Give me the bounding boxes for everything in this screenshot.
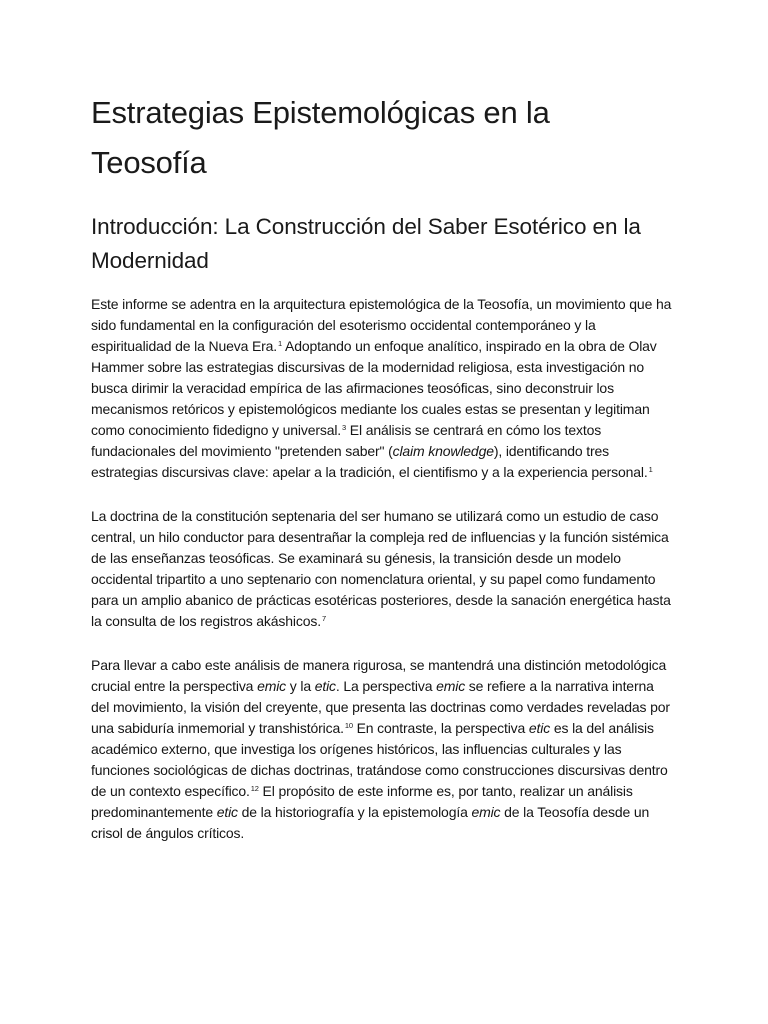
paragraph-text: es la del análisis académico externo, que investiga los orígenes históricos, las influencias culturales y las funciones sociológicas de dichas doctrinas, tratándose como construcciones discursivas dentro de un contexto específico. (91, 720, 668, 799)
paragraph-text: de la historiografía y la epistemología (237, 804, 472, 820)
paragraph-text: Para llevar a cabo este análisis de manera rigurosa, se mantendrá una distinción metodológica crucial entre la perspectiva (91, 657, 667, 694)
italic-term: claim knowledge (392, 443, 494, 459)
paragraph-text: se refiere a la narrativa interna del movimiento, la visión del creyente, que presenta las doctrinas como verdades reveladas por una sabiduría inmemorial y transhistórica. (91, 678, 670, 736)
paragraph-text: Este informe se adentra en la arquitectura epistemológica de la Teosofía, un movimiento que ha sido fundamental en la configuración del esoterismo occidental contemporáneo y la espiritualidad de la Nueva Era. (91, 296, 672, 354)
footnote-ref[interactable]: 1 (648, 465, 653, 474)
footnote-ref[interactable]: 12 (250, 784, 259, 793)
paragraph-text: La doctrina de la constitución septenaria del ser humano se utilizará como un estudio de caso central, un hilo conductor para desentrañar la compleja red de influencias y la función sistémica de las enseñanzas teosóficas. Se examinará su génesis, la transición desde un modelo occidental tripartito a uno septenario con nomenclatura oriental, y su papel como fundamento para un amplio abanico de prácticas esotéricas posteriores, desde la sanación energética hasta la consulta de los registros akáshicos. (91, 508, 671, 629)
italic-term: emic (436, 678, 466, 694)
paragraph-text: ), identificando tres estrategias discursivas clave: apelar a la tradición, el cientifismo y a la experiencia personal. (91, 443, 648, 480)
section-heading: Introducción: La Construcción del Saber Esotérico en la Modernidad (91, 214, 641, 273)
paragraph-text: . La perspectiva (335, 678, 437, 694)
paragraph-text: y la (286, 678, 315, 694)
italic-term: etic (528, 720, 551, 736)
footnote-ref[interactable]: 3 (342, 423, 347, 432)
intro-paragraph-2 (91, 506, 672, 632)
intro-paragraph-1 (91, 294, 672, 483)
document-title: Estrategias Epistemológicas en la Teosofía (91, 95, 550, 180)
paragraph-text: Adoptando un enfoque analítico, inspirado en la obra de Olav Hammer sobre las estrategias discursivas de la modernidad religiosa, esta investigación no busca dirimir la veracidad empírica de las afirmaciones teosóficas, sino deconstruir los mecanismos retóricos y epistemológicos mediante los cuales estas se presentan y legitiman como conocimiento fidedigno y universal. (91, 338, 657, 438)
intro-paragraph-3 (91, 655, 672, 844)
paragraph-text: de la Teosofía desde un crisol de ángulos críticos. (91, 804, 650, 841)
italic-term: etic (216, 804, 238, 820)
footnote-ref[interactable]: 1 (278, 339, 283, 348)
italic-term: emic (257, 678, 287, 694)
footnote-ref[interactable]: 10 (344, 721, 353, 730)
italic-term: etic (314, 678, 336, 694)
paragraph-text: El análisis se centrará en cómo los textos fundacionales del movimiento "pretenden saber" ( (91, 422, 602, 459)
paragraph-text: En contraste, la perspectiva (352, 720, 529, 736)
italic-term: emic (471, 804, 501, 820)
footnote-ref[interactable]: 7 (321, 614, 326, 623)
paragraph-text: El propósito de este informe es, por tanto, realizar un análisis predominantemente (91, 783, 633, 820)
